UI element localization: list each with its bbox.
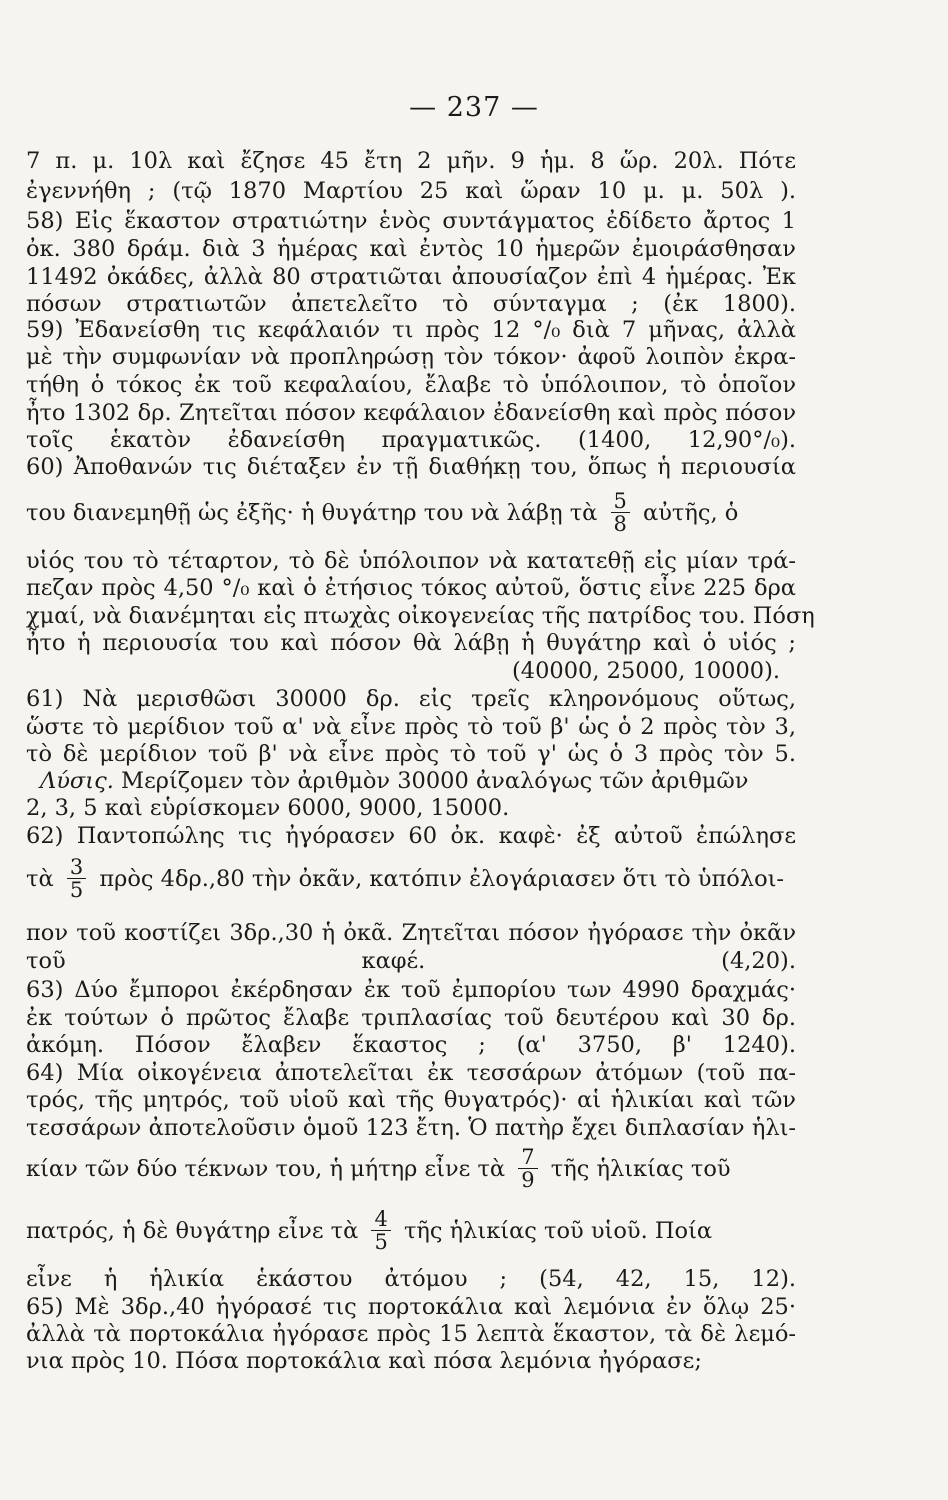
fraction-numerator: 5 xyxy=(611,490,630,513)
text-line: ἦτο 1302 δρ. Ζητεῖται πόσον κεφάλαιον ἐδανείσθη καὶ πρὸς πόσον xyxy=(26,400,796,426)
text-line: ὀκ. 380 δράμ. διὰ 3 ἡμέρας καὶ ἐντὸς 10 ἡμερῶν ἐμοιράσθησαν xyxy=(26,236,796,262)
fraction-numerator: 4 xyxy=(371,1208,390,1231)
text-line: ἀκόμη. Πόσον ἔλαβεν ἕκαστος ; (α' 3750, β' 1240). xyxy=(26,1032,796,1058)
fraction-line xyxy=(26,1146,796,1191)
fraction-numerator: 7 xyxy=(518,1146,537,1169)
text-line: τοῖς ἑκατὸν ἐδανείσθη πραγματικῶς. (1400, 12,90°/₀). xyxy=(26,427,796,453)
text-line: ἀλλὰ τὰ πορτοκάλια ἠγόρασε πρὸς 15 λεπτὰ ἕκαστον, τὰ δὲ λεμό- xyxy=(26,1321,796,1347)
text-line: νια πρὸς 10. Πόσα πορτοκάλια καὶ πόσα λεμόνια ἠγόρασε; xyxy=(26,1348,702,1374)
text-line: 7 π. μ. 10λ καὶ ἔζησε 45 ἔτη 2 μῆν. 9 ἡμ. 8 ὥρ. 20λ. Πότε xyxy=(26,148,796,174)
text-line: 65) Μὲ 3δρ.,40 ἠγόρασέ τις πορτοκάλια καὶ λεμόνια ἐν ὅλῳ 25· xyxy=(26,1294,796,1320)
page-number: — 237 — xyxy=(409,92,539,123)
text-line: εἶνε ἡ ἡλικία ἑκάστου ἀτόμου ; (54, 42, 15, 12). xyxy=(26,1266,796,1292)
text-line: 11492 ὀκάδες, ἀλλὰ 80 στρατιῶται ἀπουσίαζον ἐπὶ 4 ἡμέρας. Ἐκ xyxy=(26,264,796,290)
fraction-line-before: τὰ xyxy=(26,865,54,892)
fraction-denominator: 8 xyxy=(613,512,627,536)
fraction-line xyxy=(26,490,796,535)
fraction-line-after: τῆς ἡλικίας τοῦ υἱοῦ. Ποία xyxy=(403,1217,713,1244)
text-line: 59) Ἐδανείσθη τις κεφάλαιόν τι πρὸς 12 °/₀ διὰ 7 μῆνας, ἀλλὰ xyxy=(26,317,796,343)
text-line: 61) Νὰ μερισθῶσι 30000 δρ. εἰς τρεῖς κληρονόμους οὕτως, xyxy=(26,686,796,712)
solution-label: Λύσις. xyxy=(40,768,114,794)
text-line: τεσσάρων ἀποτελοῦσιν ὁμοῦ 123 ἔτη. Ὁ πατὴρ ἔχει διπλασίαν ἡλι- xyxy=(26,1115,796,1141)
text-line: ὥστε τὸ μερίδιον τοῦ α' νὰ εἶνε πρὸς τὸ τοῦ β' ὡς ὁ 2 πρὸς τὸν 3, xyxy=(26,714,796,740)
fraction-line-before: του διανεμηθῇ ὡς ἐξῆς· ἡ θυγάτηρ του νὰ λάβῃ τὰ xyxy=(26,499,598,526)
fraction-line-after: τῆς ἡλικίας τοῦ xyxy=(550,1155,731,1182)
text-line: τοῦ καφέ. (4,20). xyxy=(26,948,796,974)
solution-line xyxy=(26,766,796,796)
fraction-line-before: κίαν τῶν δύο τέκνων του, ἡ μήτηρ εἶνε τὰ xyxy=(26,1155,506,1182)
fraction-line-after: πρὸς 4δρ.,80 τὴν ὀκᾶν, κατόπιν ἐλογάριασεν ὅτι τὸ ὑπόλοι- xyxy=(99,865,785,892)
answer-line: (40000, 25000, 10000). xyxy=(512,658,781,684)
text-line: 64) Μία οἰκογένεια ἀποτελεῖται ἐκ τεσσάρων ἀτόμων (τοῦ πα- xyxy=(26,1060,796,1086)
text-line: τρός, τῆς μητρός, τοῦ υἱοῦ καὶ τῆς θυγατρός)· αἱ ἡλικίαι καὶ τῶν xyxy=(26,1087,796,1113)
text-line: ἐγεννήθη ; (τῷ 1870 Μαρτίου 25 καὶ ὥραν 10 μ. μ. 50λ ). xyxy=(26,178,796,204)
text-line: 58) Εἰς ἕκαστον στρατιώτην ἑνὸς συντάγματος ἐδίδετο ἄρτος 1 xyxy=(26,208,796,234)
text-line: χμαί, νὰ διανέμηται εἰς πτωχὰς οἰκογενείας τῆς πατρίδος του. Πόση xyxy=(26,603,815,629)
fraction xyxy=(518,1146,537,1191)
fraction-line-before: πατρός, ἡ δὲ θυγάτηρ εἶνε τὰ xyxy=(26,1217,359,1244)
text-line: 60) Ἀποθανών τις διέταξεν ἐν τῇ διαθήκῃ του, ὅπως ἡ περιουσία xyxy=(26,454,796,480)
fraction-denominator: 9 xyxy=(521,1168,535,1192)
text-line: υἱός του τὸ τέταρτον, τὸ δὲ ὑπόλοιπον νὰ κατατεθῇ εἰς μίαν τρά- xyxy=(26,548,796,574)
fraction-denominator: 5 xyxy=(69,878,84,902)
text-line: πεζαν πρὸς 4,50 °/₀ καὶ ὁ ἐτήσιος τόκος αὐτοῦ, ὅστις εἶνε 225 δρα xyxy=(26,575,796,601)
fraction-line xyxy=(26,1208,796,1253)
text-line: 62) Παντοπώλης τις ἠγόρασεν 60 ὀκ. καφὲ· ἐξ αὐτοῦ ἐπώλησε xyxy=(26,823,796,849)
text-line: τὸ δὲ μερίδιον τοῦ β' νὰ εἶνε πρὸς τὸ τοῦ γ' ὡς ὁ 3 πρὸς τὸν 5. xyxy=(26,741,796,767)
fraction xyxy=(611,490,630,535)
fraction xyxy=(67,856,86,901)
text-line: ἐκ τούτων ὁ πρῶτος ἔλαβε τριπλασίας τοῦ δευτέρου καὶ 30 δρ. xyxy=(26,1005,796,1031)
text-line: 63) Δύο ἔμποροι ἐκέρδησαν ἐκ τοῦ ἐμπορίου των 4990 δραχμάς· xyxy=(26,977,796,1003)
fraction xyxy=(371,1208,390,1253)
text-line: ἦτο ἡ περιουσία του καὶ πόσον θὰ λάβῃ ἡ θυγάτηρ καὶ ὁ υἱός ; xyxy=(26,630,796,656)
text-line: πον τοῦ κοστίζει 3δρ.,30 ἡ ὀκᾶ. Ζητεῖται πόσον ἠγόρασε τὴν ὀκᾶν xyxy=(26,920,796,946)
solution-text: Μερίζομεν τὸν ἀριθμὸν 30000 ἀναλόγως τῶν ἀριθμῶν xyxy=(121,768,749,794)
text-line: μὲ τὴν συμφωνίαν νὰ προπληρώσῃ τὸν τόκον· ἀφοῦ λοιπὸν ἐκρα- xyxy=(26,344,796,370)
fraction-line-after: αὐτῆς, ὁ xyxy=(643,499,739,526)
text-line: 2, 3, 5 καὶ εὑρίσκομεν 6000, 9000, 15000. xyxy=(26,795,510,821)
text-line: πόσων στρατιωτῶν ἀπετελεῖτο τὸ σύνταγμα ; (ἐκ 1800). xyxy=(26,291,796,317)
fraction-numerator: 3 xyxy=(67,856,86,879)
fraction-line xyxy=(26,856,796,901)
text-line: τήθη ὁ τόκος ἐκ τοῦ κεφαλαίου, ἔλαβε τὸ ὑπόλοιπον, τὸ ὁποῖον xyxy=(26,372,796,398)
fraction-denominator: 5 xyxy=(374,1230,388,1254)
